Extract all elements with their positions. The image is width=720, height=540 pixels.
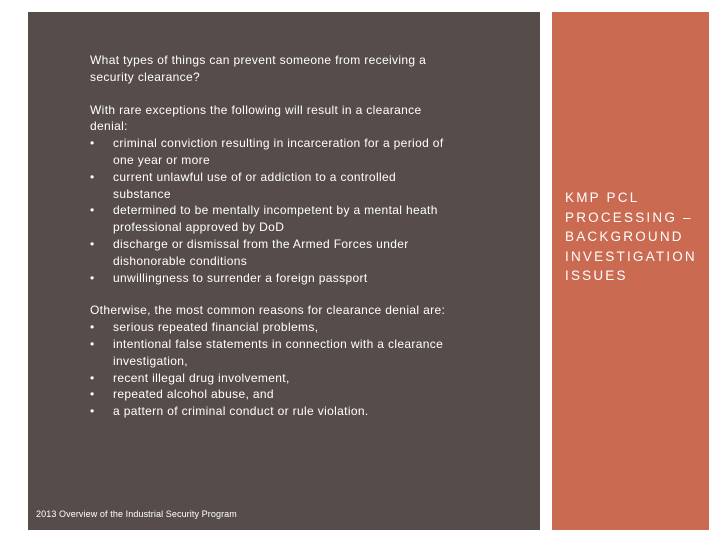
list-item [90,370,450,387]
list-item-text: discharge or dismissal from the Armed Forces under dishonorable conditions [113,236,409,268]
bullet-icon: • [90,270,95,285]
common-reasons-list [90,319,450,420]
list-item-text: current unlawful use of or addiction to a controlled substance [113,169,397,201]
list-item [90,202,450,236]
list-item-text: recent illegal drug involvement, [113,370,290,385]
list-item [90,386,450,403]
list-item [90,135,450,169]
list-item-text: criminal conviction resulting in incarceration for a period of one year or more [113,136,444,167]
main-content-panel [28,12,540,530]
list-item [90,270,450,287]
bullet-icon: • [90,370,95,385]
bullet-icon: • [90,336,95,351]
list-item [90,319,450,336]
list-item [90,336,450,370]
list-item-text: intentional false statements in connection with a clearance investigation, [113,336,444,368]
list-item-text: determined to be mentally incompetent by a mental heath professional approved by DoD [113,203,438,235]
bullet-icon: • [90,203,95,218]
denial-list [90,135,450,286]
list-item-text: unwillingness to surrender a foreign passport [113,270,368,285]
common-reasons-section [90,302,450,420]
list-item [90,403,450,420]
slide-body [90,52,450,436]
footer-source: 2013 Overview of the Industrial Security Program [36,509,237,519]
question-text: What types of things can prevent someone from receiving a security clearance? [90,53,427,84]
denial-section [90,102,450,287]
list-item-text: a pattern of criminal conduct or rule violation. [113,404,369,419]
bullet-icon: • [90,136,95,151]
bullet-icon: • [90,236,95,251]
list-item-text: serious repeated financial problems, [113,320,319,335]
common-intro: Otherwise, the most common reasons for clearance denial are: [90,303,446,318]
list-item [90,236,450,270]
list-item [90,169,450,203]
bullet-icon: • [90,387,95,402]
slide-title: KMP PCL PROCESSING – BACKGROUND INVESTIGATION ISSUES [565,190,697,283]
bullet-icon: • [90,404,95,419]
side-title-panel [552,12,709,530]
bullet-icon: • [90,320,95,335]
list-item-text: repeated alcohol abuse, and [113,387,274,402]
denial-intro: With rare exceptions the following will result in a clearance denial: [90,102,422,134]
bullet-icon: • [90,169,95,184]
